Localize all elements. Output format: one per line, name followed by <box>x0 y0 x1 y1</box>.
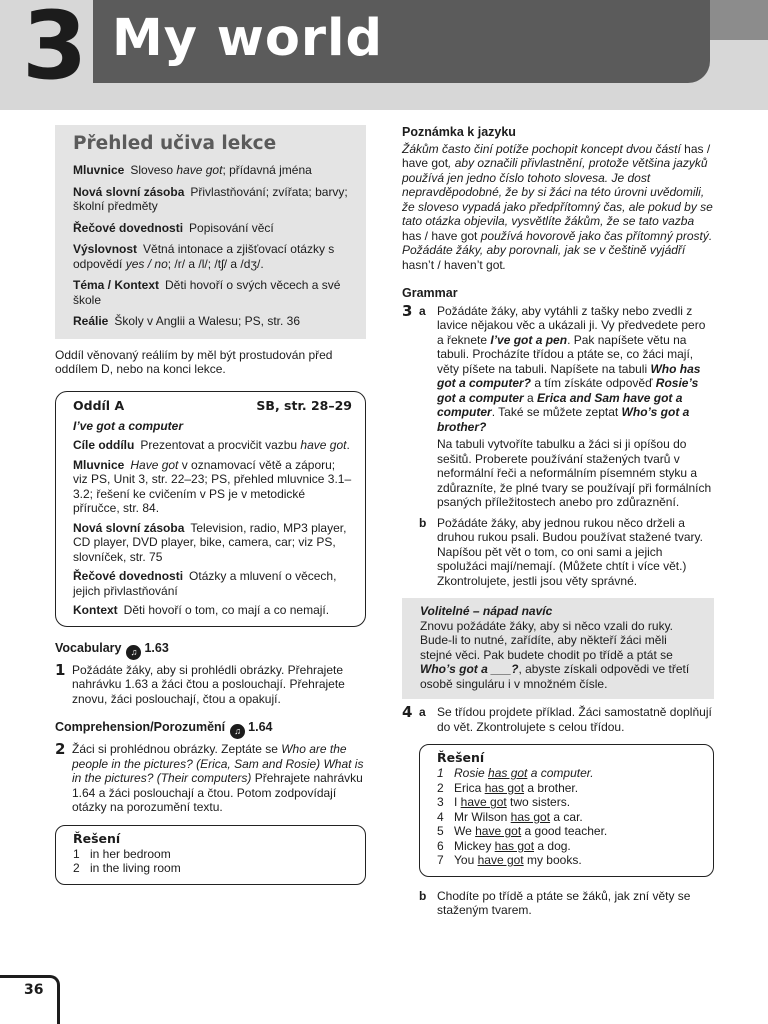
list-item: 4 Mr Wilson has got a car. <box>437 809 583 824</box>
exercise-1: 1 Požádáte žáky, aby si prohlédli obrázky. Přehrajete nahrávku 1.63 a žáci čtou a poslouchají. Přehrajete znovu, žáci poslouchají, čtou a opakují. <box>55 660 345 706</box>
list-item: 1 Rosie has got a computer. <box>437 766 594 780</box>
grammar-heading: Grammar <box>402 286 458 300</box>
language-note-heading: Poznámka k jazyku <box>402 125 516 139</box>
list-item: 6 Mickey has got a dog. <box>437 838 571 853</box>
section-a-grammar: Mluvnice Have got v oznamovací větě a záporu; viz PS, Unit 3, str. 22–23; PS, přehled mluvnice 3.1–3.2; řešení ke cvičením v PS je v metodické příručce, str. 84. <box>73 457 352 515</box>
overview-row: Téma / Kontext Děti hovoří o svých věcech a své škole <box>73 278 341 307</box>
list-item: 7 You have got my books. <box>437 853 582 867</box>
list-item: 1 in her bedroom <box>73 846 171 861</box>
exercise-3b: b Požádáte žáky, aby jednou rukou něco drželi a druhou rukou psali. Budou používat stažené tvary. Napíšou pět vět o tom, co oni sami a jejich spolužáci mají/nemají. (Můžete chtít i více vět.) Zkontrolujete, jestli jsou věty správné. <box>419 515 703 588</box>
exercise-2: 2 Žáci si prohlédnou obrázky. Zeptáte se Who are the people in the pictures? (Erica, Sam and Rosie) What is in the pictures? (Their computers) Přehrajete nahrávku 1.64 a žáci poslouchají a čtou. Potom zodpovídají otázky na porozumění textu. <box>55 740 364 814</box>
overview-row: Reálie Školy v Anglii a Walesu; PS, str. 36 <box>73 314 300 328</box>
language-note-text: Žákům často činí potíže pochopit koncept dvou částí has / have got, aby označili přivlastnění, protože většina jazyků používá jen jedno číslo tohoto slovesa. Je dost nepravděpodobné, že by si žáci na této úrovni uvědomili, že sloveso vypadá jako předpřítomný čas, ale pokud by se tato otázka objevila, vysvětlíte žákům, že se tato vazba has / have got používá hovorově jako čas přítomný prostý. Požádáte žáky, aby porovnali, jak se v češtině vyjádří hasn’t / haven’t got. <box>402 141 713 272</box>
section-a-skills: Řečové dovednosti Otázky a mluvení o věcech, jejich přivlastňování <box>73 569 337 598</box>
optional-idea-box <box>402 598 714 699</box>
exercise-4b: b Chodíte po třídě a ptáte se žáků, jak zní věty se staženým tvarem. <box>419 888 691 917</box>
header-corner-block <box>710 0 768 40</box>
list-item: 2 Erica has got a brother. <box>437 780 579 795</box>
right-column <box>402 125 714 918</box>
solution-title: Řešení <box>437 750 485 765</box>
exercise-4a: a Se třídou projdete příklad. Žáci samostatně doplňují do vět. Zkontrolujete s celou třídou. <box>419 705 712 734</box>
exercise-3a: a Požádáte žáky, aby vytáhli z tašky nebo zvedli z lavice nějakou věc a ukázali ji. Vy předvedete pero a řeknete I’ve got a pen. Pak napíšete větu na tabuli. Procházíte třídou a ptáte se, co žáci mají, věty píšete na tabuli. Napíšete na tabuli Who has got a computer? a tím získáte odpověď Rosie’s got a computer a Erica and Sam have got a computer. Také se můžete zeptat Who’s got a brother? <box>419 303 706 434</box>
audio-track-icon: ♫ <box>126 645 141 660</box>
section-a-subtitle: I’ve got a computer <box>73 418 184 433</box>
comprehension-heading: Comprehension/Porozumění ♫ 1.64 <box>55 720 366 739</box>
section-a-box <box>55 391 366 627</box>
overview-row: Mluvnice Sloveso have got; přídavná jména <box>73 163 312 177</box>
optional-idea-text: Znovu požádáte žáky, aby si něco vzali do ruky. Bude-li to nutné, zařídíte, aby někteří žáci měli stejné věci. Pak budete chodit po třídě a ptát se Who’s got a ___?, abyste získali odpovědi ve třetí osobě singuláru i v množném čísle. <box>420 618 690 691</box>
section-a-goals: Cíle oddílu Prezentovat a procvičit vazbu have got. <box>73 438 350 452</box>
exercise-3: 3 a Požádáte žáky, aby vytáhli z tašky nebo zvedli z lavice nějakou věc a ukázali ji. Vy předvedete pero a řeknete I’ve got a pen. Pak napíšete větu na tabuli. Procházíte třídou a ptáte se, co žáci mají, věty píšete na tabuli. Napíšete na tabuli Who has got a computer? a tím získáte odpověď Rosie’s got a computer a Erica and Sam have got a computer. Také se můžete zeptat Who’s got a brother? Na tabuli vytvoříte tabulku a žáci si ji opíšou do sešitů. Proberete používání stažených tvarů v neformální řeči a neformálním písemném styku a zdůrazníte, že plné tvary se používají při formálních psaných příležitostech anebo pro zdůraznění. b Požádáte žáky, aby jednou rukou něco drželi a druhou rukou psali. Budou používat stažené tvary. Napíšou pět vět o tom, co oni sami a jejich spolužáci mají/nemají. (Můžete chtít i více vět.) Zkontrolujete, jestli jsou věty správné. <box>402 304 714 589</box>
solution-box-2 <box>419 744 714 877</box>
page-number: 36 <box>24 982 44 998</box>
exercise-4: 4 a Se třídou projdete příklad. Žáci samostatně doplňují do vět. Zkontrolujete s celou třídou. Řešení 1 Rosie has got a computer. 2 Erica has got a brother. 3 I have got two sisters. 4 Mr Wilson has got a car. 5 We have got a good teacher. 6 Mickey has got a dog. 7 You have got my books. b Chodíte po třídě a ptáte se žáků, jak zní věty se staženým tvarem. <box>402 705 714 918</box>
left-column <box>55 125 366 885</box>
audio-track-icon: ♫ <box>230 724 245 739</box>
optional-idea-title: Volitelné – nápad navíc <box>420 604 553 618</box>
chapter-title: My world <box>112 9 384 68</box>
section-a-header <box>73 398 352 414</box>
section-a-title: Oddíl A <box>73 397 125 413</box>
section-a-page-ref: SB, str. 28–29 <box>256 397 352 413</box>
vocabulary-heading: Vocabulary ♫ 1.63 <box>55 641 366 660</box>
list-item: 3 I have got two sisters. <box>437 795 571 809</box>
overview-row: Řečové dovednosti Popisování věcí <box>73 220 274 235</box>
section-a-vocabulary: Nová slovní zásoba Television, radio, MP3 player, CD player, DVD player, bike, camera, car; viz PS, slovníček, str. 75 <box>73 520 347 564</box>
section-a-context: Kontext Děti hovoří o tom, co mají a co nemají. <box>73 603 330 617</box>
list-item: 2 in the living room <box>73 861 181 875</box>
overview-row: Výslovnost Větná intonace a zjišťovací otázky s odpovědí yes / no; /r/ a /l/; /tʃ/ a /dʒ/. <box>73 242 335 271</box>
list-item: 5 We have got a good teacher. <box>437 824 608 838</box>
exercise-3a-para2: Na tabuli vytvoříte tabulku a žáci si ji opíšou do sešitů. Proberete používání stažených tvarů v neformální řeči a neformálním písemném styku a zdůrazníte, že plné tvary se používají při formálních psaných příležitostech anebo pro zdůraznění. <box>437 437 712 509</box>
solution-box-1 <box>55 825 366 885</box>
chapter-number: 3 <box>22 0 88 101</box>
overview-title: Přehled učiva lekce <box>73 133 277 154</box>
overview-box <box>55 125 366 339</box>
overview-note: Oddíl věnovaný reáliím by měl být prostudován před oddílem D, nebo na konci lekce. <box>55 347 333 376</box>
overview-row: Nová slovní zásoba Přivlastňování; zvířata; barvy; školní předměty <box>73 184 348 213</box>
solution-title: Řešení <box>73 830 121 846</box>
